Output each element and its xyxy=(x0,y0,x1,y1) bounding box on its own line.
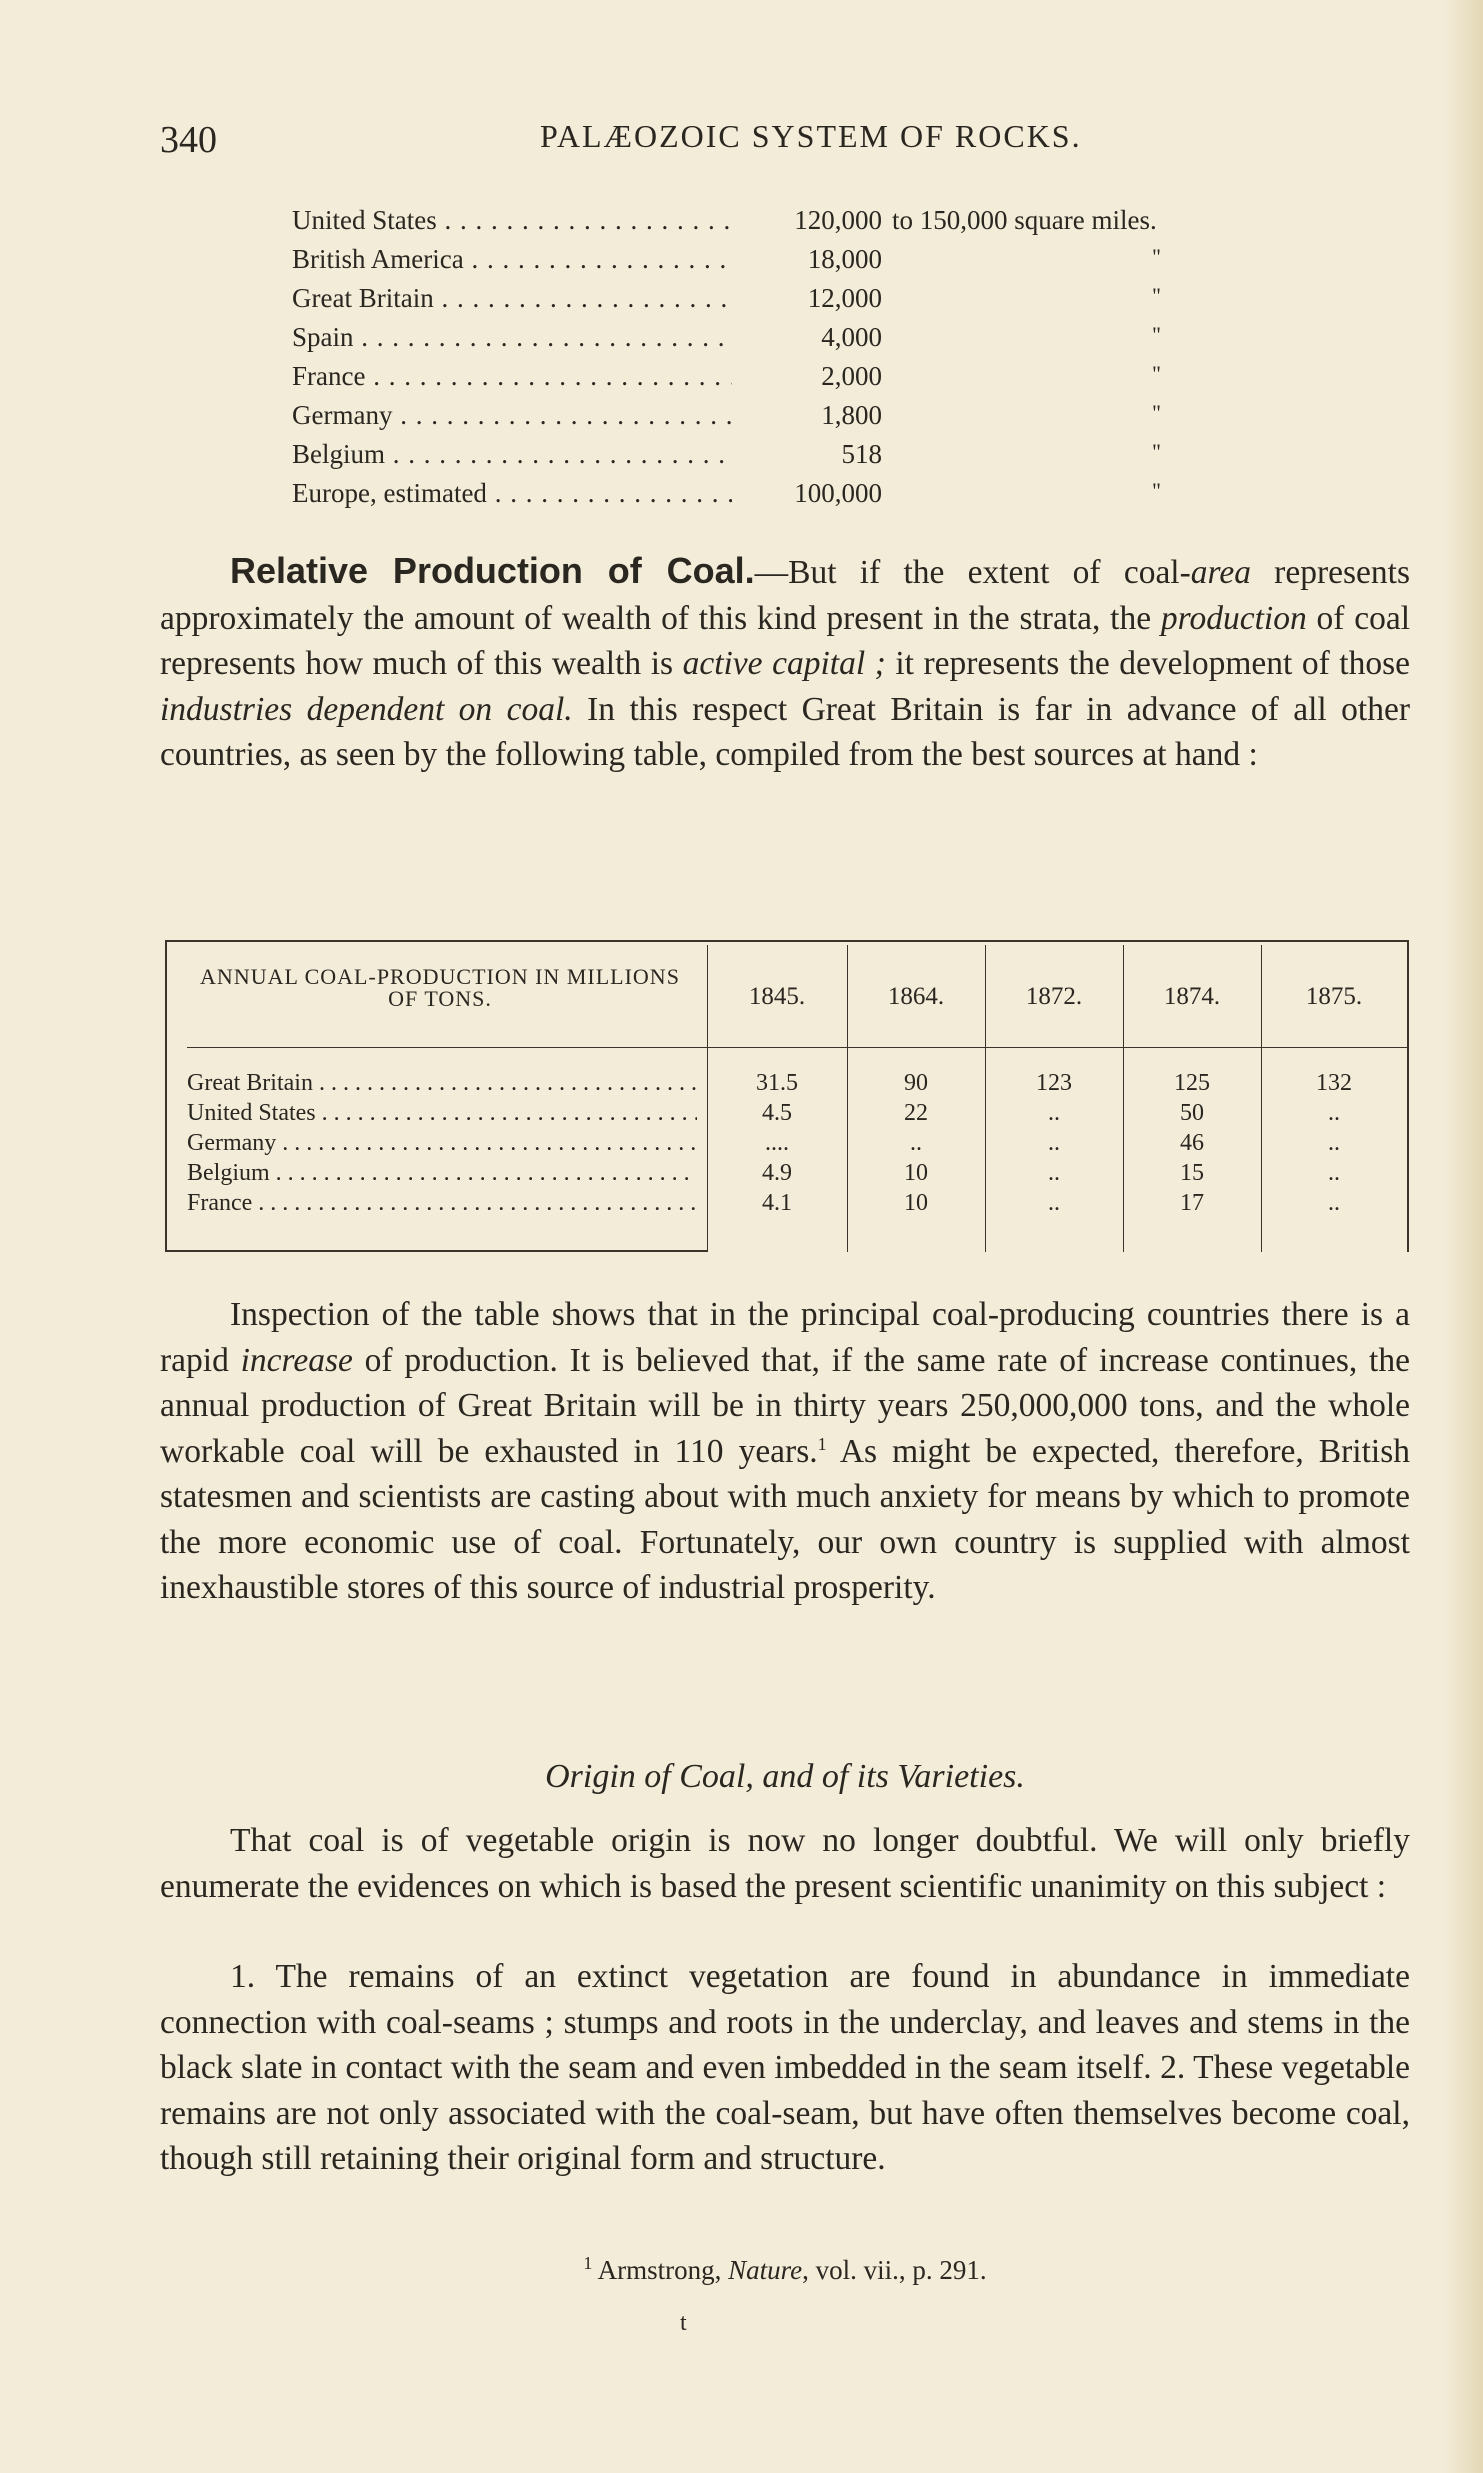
paragraph-text: 1. The remains of an extinct vegetation are found in abundance in immediate connection with coal-seams ; stumps and roots in the underclay, and leaves and stems in the black slate in contact with the seam and even imbedded in the seam itself. 2. These vegetable remains are not only associated with the coal-seam, but have often themselves become coal, though still retaining their original form and structure. xyxy=(160,1958,1410,2177)
ditto-mark: " xyxy=(1152,322,1161,347)
area-row xyxy=(292,439,1342,478)
year-header: 1872. xyxy=(1025,983,1083,1010)
table-cell: 4.9 xyxy=(762,1160,792,1186)
running-head: PALÆOZOIC SYSTEM OF ROCKS. xyxy=(540,118,1082,154)
italic-run: increase xyxy=(240,1341,353,1379)
area-country: France . . . xyxy=(292,361,732,392)
ditto-mark: " xyxy=(1152,283,1161,308)
table-cell: 4.5 xyxy=(762,1100,792,1126)
area-row xyxy=(292,478,1342,517)
area-row xyxy=(292,283,1342,322)
italic-run: active capital ; xyxy=(682,645,886,682)
table-cell: 50 xyxy=(1180,1100,1204,1126)
footnote-ref: 1 xyxy=(817,1433,827,1454)
paragraph-text: That coal is of vegetable origin is now no longer doubtful. We will only briefly enumerate the evidences on which is based the present scientific unanimity on this subject : xyxy=(160,1822,1410,1905)
area-country: Belgium . . . xyxy=(292,439,732,470)
table-cell: .. xyxy=(1048,1190,1060,1216)
area-row xyxy=(292,361,1342,400)
table-top-rule xyxy=(167,940,1407,942)
area-country: Europe, estimated . . . xyxy=(292,478,732,509)
year-header: 1845. xyxy=(748,983,806,1010)
area-country: United States . . . xyxy=(292,205,732,236)
area-row xyxy=(292,205,1342,244)
paragraph-vegetable-origin xyxy=(160,1818,1410,1909)
footnote xyxy=(160,2255,1410,2286)
table-cell: .. xyxy=(1328,1100,1340,1126)
ditto-mark: " xyxy=(1152,400,1161,425)
table-cell: 132 xyxy=(1316,1070,1352,1096)
table-cell: 31.5 xyxy=(756,1070,798,1096)
row-country: France . . . xyxy=(187,1190,697,1217)
table-cell: 125 xyxy=(1174,1070,1210,1096)
paragraph-evidence xyxy=(160,1954,1410,2182)
area-country: Germany . . . xyxy=(292,400,732,431)
table-header-label: ANNUAL COAL-PRODUCTION IN MILLIONS OF TONS. xyxy=(200,964,680,1011)
area-miles: 4,000 xyxy=(821,322,882,352)
year-header: 1864. xyxy=(887,983,945,1010)
table-cell: .. xyxy=(1328,1130,1340,1156)
text-run: of production. It is believed that, if the same rate of increase continues, the annual production of Great Britain will be in thirty years 250,000,000 tons, and the whole workable coal will be exhausted in 110 years. xyxy=(160,1341,1410,1470)
area-country: Great Britain . . . xyxy=(292,283,732,314)
table-cell: .... xyxy=(765,1130,789,1156)
text-run: As might be expected, therefore, British statesmen and scientists are casting about with much anxiety for means by which to promote the more economic use of coal. Fortunately, our own country is supplied with almost inexhaustible stores of this source of industrial prosperity. xyxy=(160,1432,1410,1606)
row-country: Belgium . . . xyxy=(187,1160,697,1187)
row-country: United States . . . xyxy=(187,1100,697,1127)
text-run: of coal represents how much of this wealth is xyxy=(160,599,1410,682)
ditto-mark: " xyxy=(1152,439,1161,464)
italic-run: industries dependent on coal. xyxy=(160,690,573,728)
row-country: Germany . . . xyxy=(187,1130,697,1157)
table-cell: .. xyxy=(910,1130,922,1156)
table-row xyxy=(167,1130,1407,1158)
text-run: In this respect Great Britain is far in advance of all other countries, as seen by the following table, compiled from the best sources at hand : xyxy=(160,690,1410,773)
coal-area-list xyxy=(292,205,1342,517)
italic-run: Nature xyxy=(728,2255,803,2285)
table-cell: 4.1 xyxy=(762,1190,792,1216)
table-cell: 10 xyxy=(904,1190,928,1216)
table-cell: 123 xyxy=(1036,1070,1072,1096)
area-miles: 1,800 xyxy=(821,400,882,430)
area-row xyxy=(292,244,1342,283)
text-run: represents approximately the amount of wealth of this kind present in the strata, the xyxy=(160,554,1410,637)
area-miles: 120,000 xyxy=(794,205,882,235)
page-number: 340 xyxy=(160,119,217,161)
table-cell: 15 xyxy=(1180,1160,1204,1186)
section-title: Relative Production of Coal. xyxy=(230,550,755,591)
subheading-origin-of-coal: Origin of Coal, and of its Varieties. xyxy=(545,1758,1025,1795)
text-run: , vol. vii., p. 291. xyxy=(802,2255,987,2285)
page-gutter-shadow xyxy=(1443,0,1483,2473)
text-run: it represents the development of those xyxy=(885,645,1410,682)
area-row xyxy=(292,400,1342,439)
page-header xyxy=(160,118,1410,168)
area-miles: 12,000 xyxy=(807,283,882,313)
table-cell: 22 xyxy=(904,1100,928,1126)
table-cell: 10 xyxy=(904,1160,928,1186)
table-cell: .. xyxy=(1048,1100,1060,1126)
area-miles: 100,000 xyxy=(794,478,882,508)
text-run: —But if the extent of coal- xyxy=(754,554,1191,591)
area-miles: 18,000 xyxy=(807,244,882,274)
table-cell: .. xyxy=(1328,1160,1340,1186)
area-country: British America . . . xyxy=(292,244,732,275)
italic-run: area xyxy=(1190,554,1251,591)
table-cell: 17 xyxy=(1180,1190,1204,1216)
ditto-mark: " xyxy=(1152,244,1161,269)
table-row xyxy=(167,1160,1407,1188)
text-run: Armstrong, xyxy=(592,2255,729,2285)
area-country: Spain . . . xyxy=(292,322,732,353)
table-header-rule xyxy=(187,1047,1407,1048)
text-run: Inspection of the table shows that in the principal coal-producing countries there is a rapid xyxy=(160,1296,1410,1379)
footnote-number: 1 xyxy=(583,2253,593,2273)
area-miles: 518 xyxy=(841,439,882,469)
area-unit: to 150,000 square miles. xyxy=(892,205,1157,235)
table-cell: 90 xyxy=(904,1070,928,1096)
table-row xyxy=(167,1070,1407,1098)
ditto-mark: " xyxy=(1152,361,1161,386)
table-bottom-rule xyxy=(167,1250,707,1252)
table-cell: .. xyxy=(1328,1190,1340,1216)
coal-production-table xyxy=(165,940,1409,1252)
year-header: 1875. xyxy=(1305,983,1363,1010)
row-country: Great Britain . . . xyxy=(187,1070,697,1097)
paragraph-inspection xyxy=(160,1292,1410,1611)
area-row xyxy=(292,322,1342,361)
table-cell: .. xyxy=(1048,1130,1060,1156)
paragraph-relative-production xyxy=(160,548,1410,778)
ditto-mark: " xyxy=(1152,478,1161,503)
table-row xyxy=(167,1190,1407,1218)
year-header: 1874. xyxy=(1163,983,1221,1010)
italic-run: production xyxy=(1160,599,1307,637)
table-cell: .. xyxy=(1048,1160,1060,1186)
table-cell: 46 xyxy=(1180,1130,1204,1156)
area-miles: 2,000 xyxy=(821,361,882,391)
table-row xyxy=(167,1100,1407,1128)
printer-mark: t xyxy=(680,2310,687,2336)
